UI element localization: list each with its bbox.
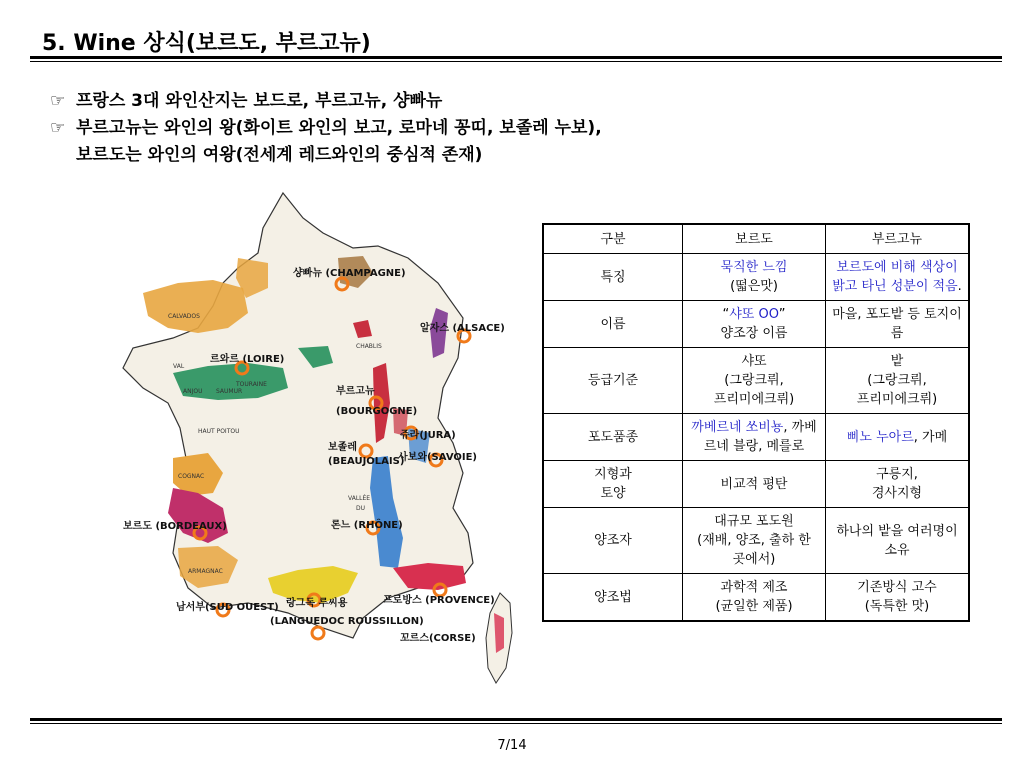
map-label-provence: 프로방스 (PROVENCE) xyxy=(383,595,495,606)
cell-burgundy xyxy=(826,574,970,622)
cell-text: 구릉지, xyxy=(876,467,918,482)
map-label-vallee: VALLÉE xyxy=(348,495,371,502)
cell-burgundy xyxy=(826,254,970,301)
title-rule xyxy=(30,56,1002,59)
map-label-sudouest: 남서부(SUD OUEST) xyxy=(176,602,279,613)
cell-text: (떫은맛) xyxy=(730,279,778,294)
cell-text: , 까베르네 블랑, 메를로 xyxy=(703,420,817,454)
pointing-hand-icon: ☞ xyxy=(50,91,66,111)
comparison-table xyxy=(542,223,970,622)
row-label: 특징 xyxy=(543,254,683,301)
cell-bordeaux xyxy=(683,254,826,301)
footer-rule xyxy=(30,718,1002,721)
cell-text: “ xyxy=(722,307,730,322)
table-header-row xyxy=(543,224,969,254)
row-label: 양조법 xyxy=(543,574,683,622)
title-rule-thin xyxy=(30,61,1002,62)
row-label: 등급기준 xyxy=(543,348,683,414)
cell-text: 묵직한 느낌 xyxy=(720,260,788,275)
cell-bordeaux: 비교적 평탄 xyxy=(683,461,826,508)
cell-text: 과학적 제조 xyxy=(720,580,788,595)
bullet-list xyxy=(50,88,602,169)
header-burgundy: 부르고뉴 xyxy=(826,224,970,254)
map-label-armagnac: ARMAGNAC xyxy=(188,568,223,575)
map-label-haut-poitou: HAUT POITOU xyxy=(198,428,240,435)
map-label-corse: 꼬르스(CORSE) xyxy=(400,633,476,644)
cell-burgundy xyxy=(826,348,970,414)
header-bordeaux: 보르도 xyxy=(683,224,826,254)
cell-text: (재배, 양조, 출하 한 곳에서) xyxy=(697,533,811,567)
cell-bordeaux xyxy=(683,508,826,574)
cell-text: 기존방식 고수 xyxy=(857,580,937,595)
cell-text: (독특한 맛) xyxy=(864,599,930,614)
row-label: 양조자 xyxy=(543,508,683,574)
bullet-continuation: 보르도는 와인의 여왕(전세계 레드와인의 중심적 존재) xyxy=(76,145,483,165)
table-row xyxy=(543,348,969,414)
cell-bordeaux xyxy=(683,574,826,622)
cell-text: (균일한 제품) xyxy=(715,599,793,614)
page-number: 7/14 xyxy=(497,738,527,753)
corse-marker xyxy=(312,627,324,639)
map-label-beaujolais-en: (BEAUJOLAIS) xyxy=(328,456,405,467)
row-label: 포도품종 xyxy=(543,414,683,461)
bullet-item xyxy=(50,88,602,115)
cell-text: 프리미에크뤼) xyxy=(856,392,938,407)
map-label-du: DU xyxy=(356,505,366,512)
cell-burgundy xyxy=(826,461,970,508)
france-wine-map xyxy=(118,188,528,688)
map-label-rhone: 론느 (RHÔNE) xyxy=(331,520,403,531)
map-label-beaujolais-ko: 보졸레 xyxy=(328,442,357,453)
map-label-chablis: CHABLIS xyxy=(356,343,382,350)
page-title: 5. Wine 상식(보르도, 부르고뉴) xyxy=(42,31,371,56)
pointing-hand-icon: ☞ xyxy=(50,118,66,138)
cell-text: 까베르네 쏘비뇽 xyxy=(691,420,784,435)
bullet-item xyxy=(50,115,602,142)
cell-text: 경사지형 xyxy=(871,486,923,501)
map-label-languedoc-ko: 랑그독 루씨용 xyxy=(286,598,348,609)
cell-burgundy xyxy=(826,414,970,461)
cell-text: (그랑크뤼, xyxy=(867,373,927,388)
cell-text: 샤또 OO xyxy=(729,307,779,322)
map-label-calvados: CALVADOS xyxy=(168,313,200,320)
table-row xyxy=(543,414,969,461)
cell-text: 대규모 포도원 xyxy=(714,514,794,529)
map-label-saumur: SAUMUR xyxy=(216,388,243,395)
cell-burgundy: 하나의 밭을 여러명이 소유 xyxy=(826,508,970,574)
map-label-languedoc-en: (LANGUEDOC ROUSSILLON) xyxy=(270,616,424,627)
map-label-bourgogne-ko: 부르고뉴 xyxy=(336,386,375,397)
map-label-champagne: 샹빠뉴 (CHAMPAGNE) xyxy=(293,268,406,279)
table-row xyxy=(543,254,969,301)
cell-text: (그랑크뤼, xyxy=(724,373,784,388)
row-label xyxy=(543,461,683,508)
cell-text: 샤또 xyxy=(741,354,767,369)
table-row xyxy=(543,461,969,508)
cell-bordeaux xyxy=(683,348,826,414)
map-label-savoie: 사보와(SAVOIE) xyxy=(398,452,477,463)
map-label-val: VAL xyxy=(173,363,185,370)
cell-text: 지형과 xyxy=(594,467,632,482)
table-row xyxy=(543,301,969,348)
table-row xyxy=(543,508,969,574)
cell-burgundy: 마을, 포도밭 등 토지이름 xyxy=(826,301,970,348)
cell-text: 보르도에 비해 색상이 밝고 타닌 성분이 적음 xyxy=(832,260,958,294)
cell-text: . xyxy=(957,279,962,294)
row-label: 이름 xyxy=(543,301,683,348)
map-label-touraine: TOURAINE xyxy=(236,381,267,388)
map-label-loire: 르와르 (LOIRE) xyxy=(210,354,285,365)
bullet-text: 프랑스 3대 와인산지는 보드로, 부르고뉴, 샹빠뉴 xyxy=(76,91,443,111)
header-category: 구분 xyxy=(543,224,683,254)
cell-text: 삐노 누아르 xyxy=(846,429,914,445)
cell-text: 밭 xyxy=(890,354,904,369)
footer-rule-thin xyxy=(30,723,1002,724)
bullet-text: 부르고뉴는 와인의 왕(화이트 와인의 보고, 로마네 꽁띠, 보졸레 누보), xyxy=(76,118,602,138)
cell-text: 토양 xyxy=(600,486,626,501)
map-label-cognac: COGNAC xyxy=(178,473,205,480)
map-label-jura: 쥬라(JURA) xyxy=(400,430,456,441)
cell-text: ” xyxy=(778,307,786,322)
cell-text: 양조장 이름 xyxy=(720,326,788,341)
cell-text: , 가메 xyxy=(913,429,948,445)
cell-bordeaux xyxy=(683,301,826,348)
cell-bordeaux xyxy=(683,414,826,461)
map-label-bordeaux: 보르도 (BORDEAUX) xyxy=(123,521,227,532)
map-label-bourgogne-en: (BOURGOGNE) xyxy=(336,406,418,417)
map-label-alsace: 알자스 (ALSACE) xyxy=(420,323,505,334)
cell-text: 프리미에크뤼) xyxy=(713,392,795,407)
map-label-anjou: ANJOU xyxy=(183,388,203,395)
table-row xyxy=(543,574,969,622)
